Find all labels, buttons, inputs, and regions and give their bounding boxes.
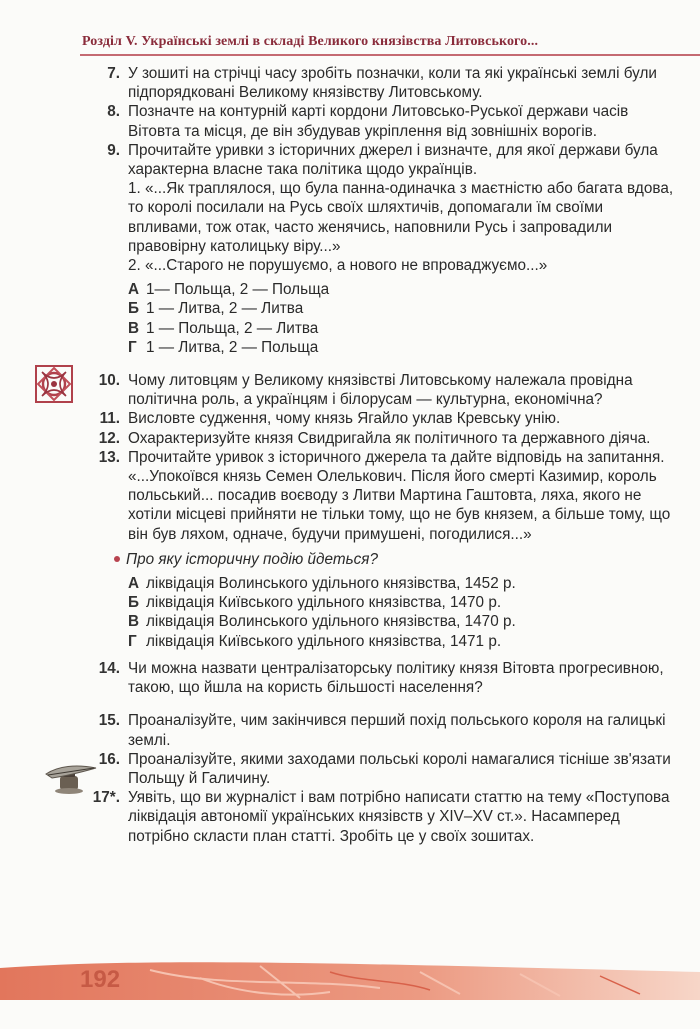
option-text: 1 — Польща, 2 — Литва bbox=[146, 319, 319, 337]
question-11 bbox=[0, 409, 700, 428]
option-letter: В bbox=[128, 319, 140, 337]
question-text: Охарактеризуйте князя Свидригайла як політичного та державного діяча. bbox=[128, 429, 651, 447]
prompt-text: Про яку історичну подію йдеться? bbox=[126, 550, 378, 568]
question-number: 7. bbox=[107, 65, 120, 82]
option-letter: Г bbox=[128, 338, 137, 356]
question-14 bbox=[0, 659, 700, 697]
option-letter: В bbox=[128, 613, 140, 631]
question-12 bbox=[0, 429, 700, 448]
answer-option bbox=[128, 338, 700, 357]
option-letter: А bbox=[128, 281, 140, 299]
question-7 bbox=[0, 64, 700, 102]
header-rule bbox=[80, 54, 700, 56]
option-text: 1 — Литва, 2 — Польща bbox=[146, 338, 319, 356]
answer-options bbox=[128, 280, 700, 357]
question-text: Чи можна назвати централізаторську політику князя Вітовта прогресивною, такою, що йшла на користь більшості населення? bbox=[128, 659, 664, 697]
option-text: ліквідація Київського удільного князівства, 1471 р. bbox=[146, 632, 502, 650]
option-letter: А bbox=[128, 575, 140, 593]
question-text: Висловте судження, чому князь Ягайло уклав Кревську унію. bbox=[128, 410, 561, 428]
question-text: Прочитайте уривок з історичного джерела та дайте відповідь на запитання. bbox=[128, 448, 665, 466]
answer-option bbox=[128, 574, 700, 593]
option-text: ліквідація Київського удільного князівства, 1470 р. bbox=[146, 594, 502, 612]
question-text: Прочитайте уривки з історичних джерел і визначте, для якої держави була характерна власне така політика щодо українців. bbox=[128, 141, 658, 179]
answer-option bbox=[128, 593, 700, 612]
question-prompt bbox=[114, 550, 700, 569]
question-9 bbox=[0, 141, 700, 179]
option-letter: Б bbox=[128, 300, 139, 318]
option-letter: Б bbox=[128, 594, 139, 612]
question-17 bbox=[0, 788, 700, 846]
answer-option bbox=[128, 632, 700, 651]
question-text: Позначте на контурній карті кордони Литовсько-Руської держави часів Вітовта та місця, де він збудував укріплення від зовнішніх ворогів. bbox=[128, 103, 629, 140]
question-number: 12. bbox=[98, 429, 120, 447]
question-number: 10. bbox=[98, 372, 120, 390]
spacer bbox=[0, 697, 700, 711]
question-text: Проаналізуйте, чим закінчився перший похід польського короля на галицькі землі. bbox=[128, 712, 666, 749]
question-number: 11. bbox=[99, 410, 120, 428]
question-13 bbox=[0, 448, 700, 467]
question-number: 8. bbox=[107, 103, 120, 121]
question-number: 14. bbox=[98, 659, 120, 677]
question-text: Уявіть, що ви журналіст і вам потрібно написати статтю на тему «Поступова ліквідація автономії українських князівств у XIV–XV ст.». Насамперед потрібно скласти план статті. Зробіть це у своїх зошитах. bbox=[128, 789, 670, 845]
source-excerpt-2: 2. «...Старого не порушуємо, а нового не впроваджуємо...» bbox=[128, 257, 548, 275]
exercise-list bbox=[0, 64, 700, 846]
question-text: У зошиті на стрічці часу зробіть позначки, коли та які українські землі були підпорядковані Великому князівству Литовському. bbox=[128, 65, 657, 102]
question-10 bbox=[0, 371, 700, 409]
section-title: Розділ V. Українські землі в складі Великого князівства Литовського... bbox=[82, 34, 539, 49]
question-15 bbox=[0, 711, 700, 749]
bullet-icon bbox=[114, 556, 120, 562]
question-number: 15. bbox=[98, 712, 120, 730]
question-number: 16. bbox=[98, 750, 120, 768]
question-number: 17*. bbox=[92, 789, 120, 807]
answer-option bbox=[128, 280, 700, 299]
option-letter: Г bbox=[128, 632, 137, 650]
option-text: ліквідація Волинського удільного князівства, 1452 р. bbox=[146, 575, 516, 593]
source-excerpt: «...Упокоївся князь Семен Олелькович. Після його смерті Казимир, король польський... посадив воєводу з Литви Мартина Гаштовта, ляха, якого не хотіли місцеві прийняти не тільки тому, що не був князем, а більше тому, що він був ляхом, одначе, будучи примушені, погодилися...» bbox=[128, 468, 671, 543]
question-8 bbox=[0, 102, 700, 140]
answer-option bbox=[128, 612, 700, 631]
question-number: 13. bbox=[98, 448, 120, 466]
question-text: Проаналізуйте, якими заходами польські королі намагалися тісніше зв'язати Польщу й Галичину. bbox=[128, 750, 671, 787]
option-text: 1— Польща, 2 — Польща bbox=[146, 281, 330, 299]
spacer bbox=[0, 357, 700, 371]
question-number: 9. bbox=[107, 141, 120, 159]
source-excerpt-1: 1. «...Як траплялося, що була панна-одиначка з маєтністю або багата вдова, то королі посилали на Русь своїх шляхтичів, допомагали їм своїми впливами, тож отак, часто женячись, наповнили Русь і запровадили правовірну католицьку віру...» bbox=[128, 180, 674, 255]
answer-options bbox=[128, 574, 700, 651]
question-16 bbox=[0, 750, 700, 788]
answer-option bbox=[128, 319, 700, 338]
answer-option bbox=[128, 299, 700, 318]
spacer bbox=[0, 651, 700, 659]
option-text: ліквідація Волинського удільного князівства, 1470 р. bbox=[146, 613, 516, 631]
page-header bbox=[0, 30, 700, 56]
page-number: 192 bbox=[80, 966, 121, 993]
option-text: 1 — Литва, 2 — Литва bbox=[146, 300, 304, 318]
question-text: Чому литовцям у Великому князівстві Литовському належала провідна політична роль, а українцям і білорусам — культурна, економічна? bbox=[128, 372, 633, 409]
